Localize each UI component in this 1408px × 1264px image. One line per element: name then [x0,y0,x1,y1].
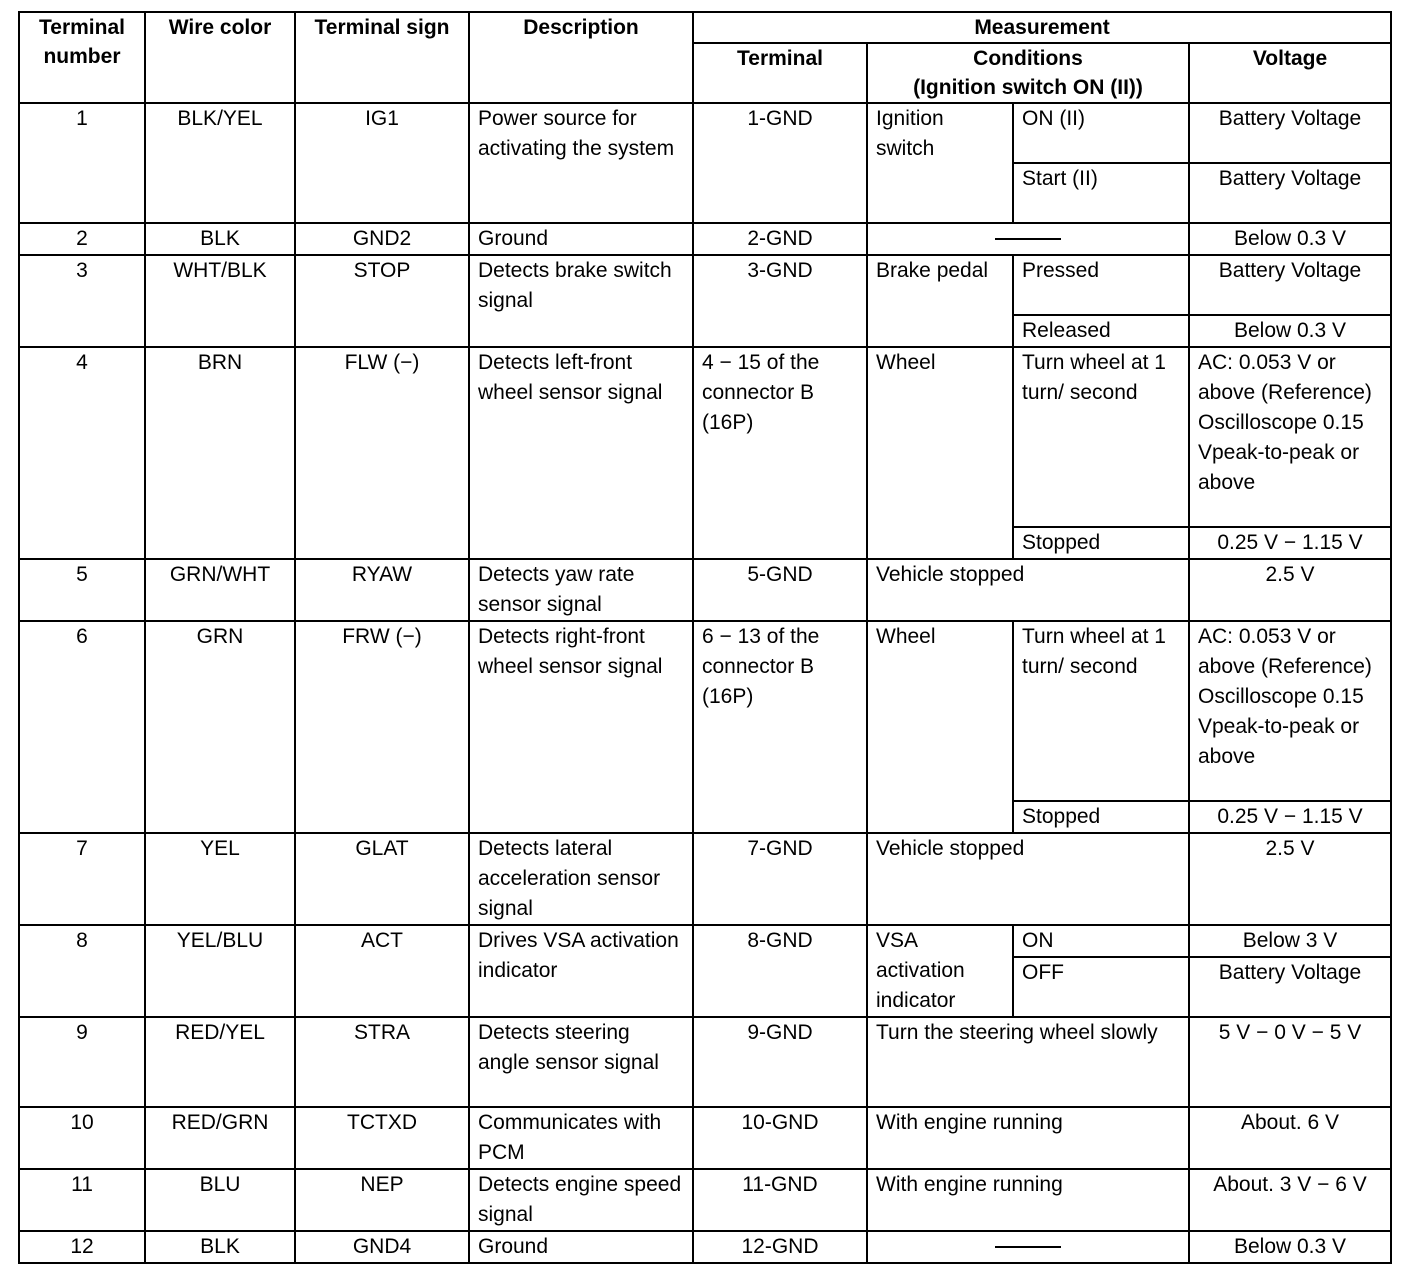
cell-terminal-sign: FRW (−) [295,621,469,833]
cell-terminal: 12-GND [693,1231,867,1263]
cell-condition-none [867,1231,1189,1263]
cell-voltage: 0.25 V − 1.15 V [1189,801,1391,833]
cell-condition: Brake pedal [867,255,1013,347]
col-terminal-sign: Terminal sign [295,12,469,103]
cell-number: 4 [19,347,145,559]
cell-number: 12 [19,1231,145,1263]
cell-wire-color: RED/GRN [145,1107,295,1169]
cell-condition: With engine running [867,1107,1189,1169]
cell-description: Detects lateral acceleration sensor signal [469,833,693,925]
cell-number: 8 [19,925,145,1017]
cell-condition: Vehicle stopped [867,833,1189,925]
cell-condition: With engine running [867,1169,1189,1231]
cell-terminal: 9-GND [693,1017,867,1107]
cell-description: Power source for activating the system [469,103,693,223]
conditions-sub: (Ignition switch ON (II)) [913,76,1143,99]
table-row [19,833,1391,925]
cell-subcondition: Pressed [1013,255,1189,315]
cell-voltage: About. 6 V [1189,1107,1391,1169]
cell-voltage: Below 0.3 V [1189,315,1391,347]
col-conditions [867,43,1189,103]
col-wire-color: Wire color [145,12,295,103]
terminal-table [18,11,1392,1264]
cell-number: 1 [19,103,145,223]
cell-number: 10 [19,1107,145,1169]
cell-voltage: 2.5 V [1189,559,1391,621]
cell-number: 9 [19,1017,145,1107]
cell-description: Detects engine speed signal [469,1169,693,1231]
cell-subcondition: Stopped [1013,527,1189,559]
cell-description: Communicates with PCM [469,1107,693,1169]
cell-voltage: 2.5 V [1189,833,1391,925]
cell-subcondition: OFF [1013,957,1189,1017]
cell-wire-color: YEL/BLU [145,925,295,1017]
cell-voltage: AC: 0.053 V or above (Reference) Oscilloscope 0.15 Vpeak-to-peak or above [1189,621,1391,801]
table-row [19,1017,1391,1107]
cell-voltage: Battery Voltage [1189,255,1391,315]
cell-voltage: Below 3 V [1189,925,1391,957]
cell-voltage: Battery Voltage [1189,957,1391,1017]
cell-description: Drives VSA activation indicator [469,925,693,1017]
cell-wire-color: BLK [145,1231,295,1263]
cell-wire-color: BLU [145,1169,295,1231]
col-description: Description [469,12,693,103]
dash-mark [995,238,1061,240]
cell-wire-color: WHT/BLK [145,255,295,347]
cell-terminal: 1-GND [693,103,867,223]
table-row [19,1169,1391,1231]
cell-subcondition: Stopped [1013,801,1189,833]
table-row [19,925,1391,957]
table-row [19,1231,1391,1263]
cell-terminal-sign: NEP [295,1169,469,1231]
cell-description: Detects right-front wheel sensor signal [469,621,693,833]
cell-terminal: 4 − 15 of the connector B (16P) [693,347,867,559]
cell-voltage: Battery Voltage [1189,103,1391,163]
conditions-label: Conditions [973,47,1083,70]
cell-description: Detects left-front wheel sensor signal [469,347,693,559]
col-terminal: Terminal [693,43,867,103]
cell-number: 7 [19,833,145,925]
cell-voltage: 0.25 V − 1.15 V [1189,527,1391,559]
cell-number: 3 [19,255,145,347]
header-row [19,12,1391,43]
cell-description: Detects yaw rate sensor signal [469,559,693,621]
cell-number: 5 [19,559,145,621]
cell-terminal-sign: GLAT [295,833,469,925]
cell-voltage: 5 V − 0 V − 5 V [1189,1017,1391,1107]
cell-subcondition: ON [1013,925,1189,957]
cell-terminal-sign: FLW (−) [295,347,469,559]
cell-description: Ground [469,1231,693,1263]
cell-terminal-sign: ACT [295,925,469,1017]
cell-condition: Ignition switch [867,103,1013,223]
cell-terminal: 5-GND [693,559,867,621]
cell-wire-color: BLK [145,223,295,255]
cell-voltage: Below 0.3 V [1189,1231,1391,1263]
cell-wire-color: BRN [145,347,295,559]
cell-condition: Turn the steering wheel slowly [867,1017,1189,1107]
table-row [19,223,1391,255]
cell-terminal: 11-GND [693,1169,867,1231]
cell-terminal: 8-GND [693,925,867,1017]
cell-terminal: 6 − 13 of the connector B (16P) [693,621,867,833]
cell-number: 2 [19,223,145,255]
cell-terminal-sign: GND4 [295,1231,469,1263]
cell-terminal-sign: STOP [295,255,469,347]
col-voltage: Voltage [1189,43,1391,103]
col-measurement: Measurement [693,12,1391,43]
cell-wire-color: GRN [145,621,295,833]
cell-description: Detects steering angle sensor signal [469,1017,693,1107]
table-row [19,559,1391,621]
cell-subcondition: Turn wheel at 1 turn/ second [1013,621,1189,801]
cell-condition-none [867,223,1189,255]
cell-condition: VSA activation indicator [867,925,1013,1017]
cell-description: Ground [469,223,693,255]
cell-wire-color: GRN/WHT [145,559,295,621]
cell-wire-color: BLK/YEL [145,103,295,223]
dash-mark [995,1246,1061,1248]
cell-number: 11 [19,1169,145,1231]
cell-wire-color: YEL [145,833,295,925]
cell-subcondition: Start (II) [1013,163,1189,223]
cell-terminal-sign: RYAW [295,559,469,621]
cell-description: Detects brake switch signal [469,255,693,347]
cell-condition: Wheel [867,621,1013,833]
cell-condition: Vehicle stopped [867,559,1189,621]
cell-terminal-sign: TCTXD [295,1107,469,1169]
cell-subcondition: Released [1013,315,1189,347]
cell-terminal-sign: STRA [295,1017,469,1107]
col-terminal-number: Terminal number [19,12,145,103]
cell-terminal: 3-GND [693,255,867,347]
cell-voltage: Below 0.3 V [1189,223,1391,255]
table-row [19,621,1391,801]
table-row [19,103,1391,163]
table-row [19,1107,1391,1169]
cell-voltage: Battery Voltage [1189,163,1391,223]
cell-condition: Wheel [867,347,1013,559]
cell-terminal-sign: IG1 [295,103,469,223]
cell-subcondition: ON (II) [1013,103,1189,163]
cell-terminal: 2-GND [693,223,867,255]
table-row [19,255,1391,315]
cell-voltage: About. 3 V − 6 V [1189,1169,1391,1231]
table-row [19,347,1391,527]
cell-terminal: 10-GND [693,1107,867,1169]
cell-subcondition: Turn wheel at 1 turn/ second [1013,347,1189,527]
cell-voltage: AC: 0.053 V or above (Reference) Oscilloscope 0.15 Vpeak-to-peak or above [1189,347,1391,527]
cell-terminal-sign: GND2 [295,223,469,255]
cell-wire-color: RED/YEL [145,1017,295,1107]
cell-terminal: 7-GND [693,833,867,925]
cell-number: 6 [19,621,145,833]
